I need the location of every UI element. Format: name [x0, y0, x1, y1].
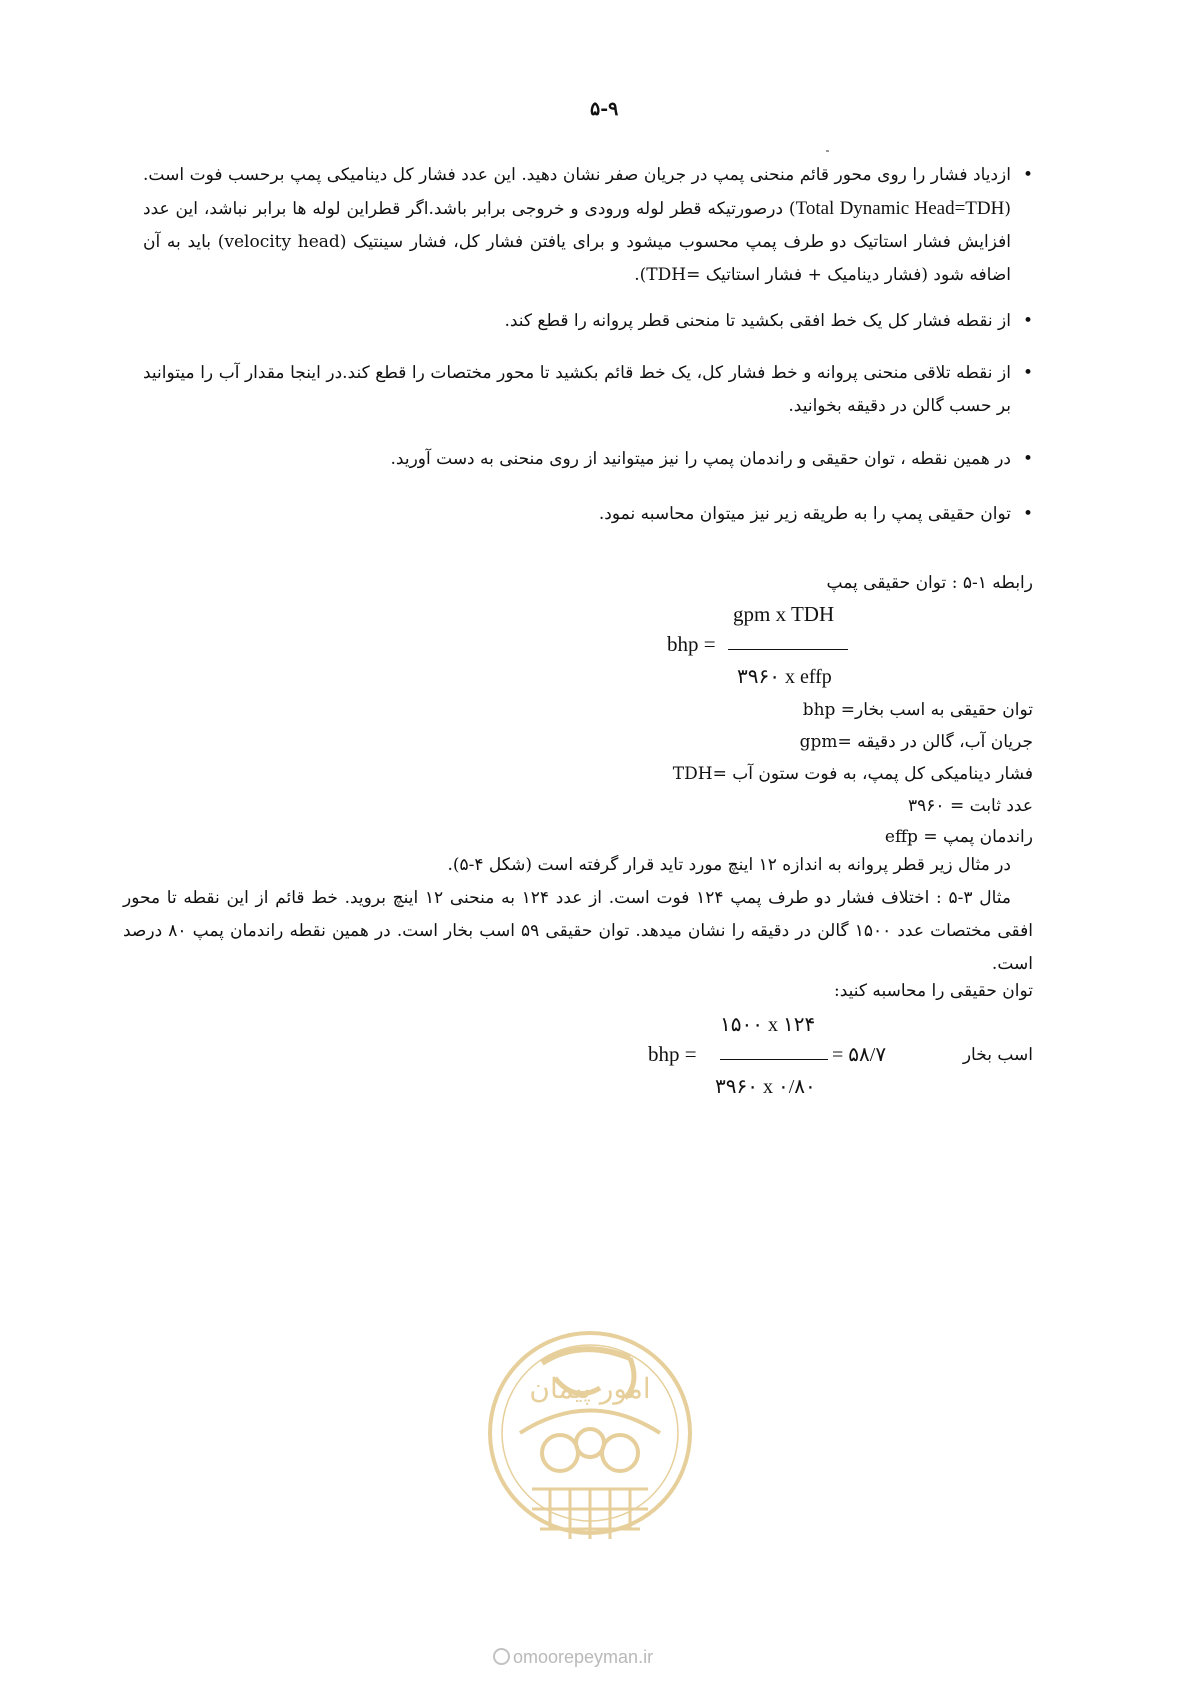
watermark-url — [493, 1647, 653, 1668]
bullet-list — [143, 159, 1033, 292]
bullet-list-4 — [143, 443, 1033, 476]
example-paragraph: مثال ۳-۵ : اختلاف فشار دو طرف پمپ ۱۲۴ فوت است. از عدد ۱۲۴ به منحنی ۱۲ اینچ بروید. خط قائم از این نقطه تا محور افقی مختصات عدد ۱۵۰۰ گالن در دقیقه را نشان میدهد. توان حقیقی ۵۹ اسب بخار است. در همین نقطه راندمان پمپ ۸۰ درصد است. — [123, 888, 1033, 974]
globe-icon — [493, 1648, 510, 1665]
watermark-text: omoorepeyman.ir — [513, 1647, 654, 1667]
calc-prompt: توان حقیقی را محاسبه کنید: — [833, 981, 1033, 1001]
bullet-item-3: • از نقطه تلاقی منحنی پروانه و خط فشار کل، یک خط قائم بکشید تا محور مختصات را قطع کند.در اینجا مقدار آب را میتوانید بر حسب گالن در دقیقه بخوانید. — [143, 357, 1033, 423]
definition-gpm: جریان آب، گالن در دقیقه =gpm — [799, 732, 1033, 752]
seal-text: امور پیمان — [529, 1372, 651, 1405]
bullet-list-5 — [143, 498, 1033, 531]
formula-denominator: ۳۹۶۰ x effp — [737, 666, 832, 688]
bullet-item-4: • در همین نقطه ، توان حقیقی و راندمان پمپ را نیز میتوانید از روی منحنی به دست آورید. — [143, 443, 1033, 476]
calc-denominator: ۳۹۶۰ x ۰/۸۰ — [715, 1076, 816, 1098]
calc-unit: اسب بخار — [962, 1045, 1033, 1065]
bullet-1-text-b: ) درصورتیکه قطر لوله ورودی و خروجی برابر باشد.اگر قطراین لوله ها برابر نباشد، این عدد افزایش فشار استاتیک دو طرف پمپ محسوب میشود و برای یافتن فشار کل، فشار سینتیک (velocity head) باید به آن اضافه شود (فشار دینامیک + فشار استاتیک =TDH). — [143, 199, 1011, 285]
fraction-bar — [728, 649, 848, 650]
example-intro: در مثال زیر قطر پروانه به اندازه ۱۲ اینچ مورد تاید قرار گرفته است (شکل ۴-۵). — [447, 855, 1011, 875]
bullet-list-3 — [143, 357, 1033, 423]
formula-lhs: bhp = — [667, 632, 716, 656]
definition-bhp: توان حقیقی به اسب بخار= bhp — [802, 700, 1033, 720]
bullet-item-5: • توان حقیقی پمپ را به طریقه زیر نیز میتوان محاسبه نمود. — [143, 498, 1033, 531]
bullet-list-2 — [143, 305, 1033, 338]
calc-lhs: bhp = — [648, 1042, 697, 1066]
definition-effp: راندمان پمپ = effp — [884, 827, 1033, 847]
tdh-definition: Total Dynamic Head=TDH — [795, 198, 1005, 219]
definition-constant: عدد ثابت = ۳۹۶۰ — [908, 796, 1033, 816]
calc-rhs: = ۵۸/۷ — [832, 1044, 887, 1066]
calc-fraction-bar — [720, 1059, 828, 1060]
calc-numerator: ۱۵۰۰ x ۱۲۴ — [720, 1014, 816, 1036]
formula-numerator: gpm x TDH — [733, 602, 835, 626]
bullet-1-text-a: ازدیاد فشار را روی محور قائم منحنی پمپ در جریان صفر نشان دهید. این عدد فشار کل دینامیکی پمپ برحسب فوت است.( — [143, 165, 1011, 219]
formula-caption: رابطه ۱-۵ : توان حقیقی پمپ — [826, 573, 1033, 593]
scan-speck — [826, 150, 829, 152]
bullet-item-1 — [143, 159, 1033, 292]
seal-logo-icon — [480, 1303, 700, 1578]
page-number: ۵-۹ — [590, 98, 619, 120]
bullet-item-2: • از نقطه فشار کل یک خط افقی بکشید تا منحنی قطر پروانه را قطع کند. — [143, 305, 1033, 338]
definition-tdh: فشار دینامیکی کل پمپ، به فوت ستون آب =TDH — [672, 764, 1033, 784]
